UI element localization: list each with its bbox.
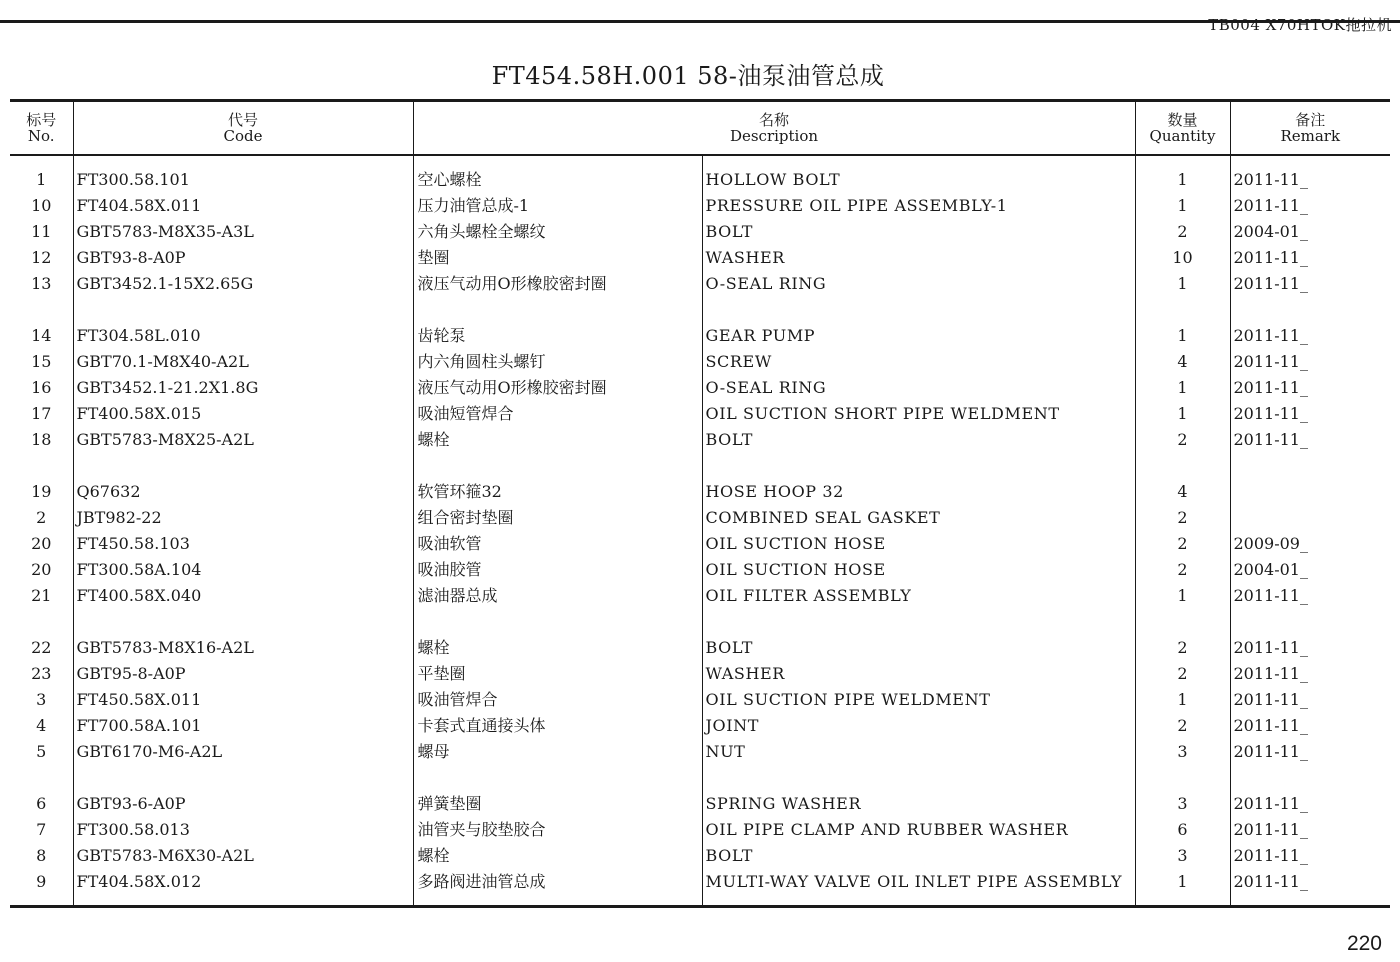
cell-code: FT700.58A.101 xyxy=(73,713,413,739)
cell-name-en: OIL PIPE CLAMP AND RUBBER WASHER xyxy=(702,817,1135,843)
group-spacer xyxy=(10,765,1390,791)
cell-remark: 2011-11_ xyxy=(1230,869,1390,907)
table-row xyxy=(10,661,1390,687)
cell-name-en: OIL SUCTION PIPE WELDMENT xyxy=(702,687,1135,713)
group-spacer xyxy=(10,609,1390,635)
cell-no: 20 xyxy=(31,533,52,553)
cell-no: 8 xyxy=(36,845,47,865)
cell-name-en: OIL SUCTION HOSE xyxy=(702,557,1135,583)
cell-name-en: PRESSURE OIL PIPE ASSEMBLY-1 xyxy=(702,193,1135,219)
cell-no: 18 xyxy=(31,429,52,449)
cell-code: FT300.58.101 xyxy=(73,155,413,193)
group-spacer xyxy=(10,297,1390,323)
cell-name-cn: 滤油器总成 xyxy=(413,583,702,609)
cell-quantity: 1 xyxy=(1135,687,1230,713)
header-rule xyxy=(0,16,1400,34)
cell-name-cn: 螺栓 xyxy=(413,427,702,453)
cell-code: GBT70.1-M8X40-A2L xyxy=(73,349,413,375)
cell-quantity: 1 xyxy=(1135,323,1230,349)
cell-code: GBT93-6-A0P xyxy=(73,791,413,817)
cell-name-en: MULTI-WAY VALVE OIL INLET PIPE ASSEMBLY xyxy=(702,869,1135,907)
column-header-remark xyxy=(1230,101,1390,155)
page-title: FT454.58H.001 58-油泵油管总成 xyxy=(491,62,885,90)
cell-name-en: HOLLOW BOLT xyxy=(702,155,1135,193)
table-row xyxy=(10,843,1390,869)
cell-name-en: OIL FILTER ASSEMBLY xyxy=(702,583,1135,609)
cell-code: GBT95-8-A0P xyxy=(73,661,413,687)
cell-code: FT404.58X.011 xyxy=(73,193,413,219)
table-row xyxy=(10,583,1390,609)
cell-code: GBT5783-M8X35-A3L xyxy=(73,219,413,245)
column-header-description-cn: 名称 xyxy=(758,110,789,129)
cell-no: 9 xyxy=(10,869,73,907)
cell-code: FT304.58L.010 xyxy=(73,323,413,349)
cell-remark: 2011-11_ xyxy=(1230,635,1390,661)
cell-remark xyxy=(1230,505,1390,531)
cell-remark: 2011-11_ xyxy=(1230,349,1390,375)
column-header-code-en: Code xyxy=(223,126,263,145)
cell-no: 16 xyxy=(31,377,52,397)
cell-name-en: JOINT xyxy=(702,713,1135,739)
cell-no: 23 xyxy=(31,663,52,683)
cell-quantity: 2 xyxy=(1135,219,1230,245)
table-row xyxy=(10,713,1390,739)
cell-no: 3 xyxy=(36,689,47,709)
cell-name-en: HOSE HOOP 32 xyxy=(702,479,1135,505)
cell-name-cn: 液压气动用O形橡胶密封圈 xyxy=(413,271,702,297)
cell-remark: 2009-09_ xyxy=(1230,531,1390,557)
cell-remark: 2011-11_ xyxy=(1230,661,1390,687)
cell-name-cn: 齿轮泵 xyxy=(413,323,702,349)
cell-quantity: 4 xyxy=(1135,349,1230,375)
cell-code: FT300.58.013 xyxy=(73,817,413,843)
cell-no: 20 xyxy=(31,559,52,579)
cell-no: 7 xyxy=(36,819,47,839)
cell-name-en: SPRING WASHER xyxy=(702,791,1135,817)
cell-remark: 2011-11_ xyxy=(1230,271,1390,297)
cell-name-cn: 压力油管总成-1 xyxy=(413,193,702,219)
group-spacer xyxy=(10,453,1390,479)
parts-table xyxy=(10,99,1390,908)
table-row xyxy=(10,739,1390,765)
cell-code: GBT3452.1-15X2.65G xyxy=(73,271,413,297)
cell-name-en: WASHER xyxy=(702,245,1135,271)
cell-no: 22 xyxy=(31,637,52,657)
cell-quantity: 3 xyxy=(1135,791,1230,817)
column-header-no xyxy=(10,101,73,155)
table-row xyxy=(10,557,1390,583)
cell-name-en: BOLT xyxy=(702,843,1135,869)
cell-code: FT400.58X.015 xyxy=(73,401,413,427)
cell-name-en: O-SEAL RING xyxy=(702,375,1135,401)
cell-name-en: GEAR PUMP xyxy=(702,323,1135,349)
header-running-title: TB004 X70HTOK拖拉机 xyxy=(1208,16,1392,34)
cell-name-cn: 吸油软管 xyxy=(413,531,702,557)
cell-code: Q67632 xyxy=(73,479,413,505)
cell-no: 6 xyxy=(36,793,47,813)
cell-no: 1 xyxy=(36,169,47,189)
cell-name-cn: 油管夹与胶垫胶合 xyxy=(413,817,702,843)
table-body xyxy=(10,155,1390,907)
cell-remark: 2011-11_ xyxy=(1230,323,1390,349)
table-row xyxy=(10,791,1390,817)
cell-name-cn: 多路阀进油管总成 xyxy=(413,869,702,907)
cell-name-en: BOLT xyxy=(702,427,1135,453)
table-row xyxy=(10,479,1390,505)
cell-name-en: SCREW xyxy=(702,349,1135,375)
cell-no: 17 xyxy=(31,403,52,423)
cell-remark: 2011-11_ xyxy=(1230,401,1390,427)
column-header-code xyxy=(73,101,413,155)
cell-no: 19 xyxy=(31,481,52,501)
cell-no: 2 xyxy=(36,507,47,527)
cell-quantity: 10 xyxy=(1135,245,1230,271)
cell-no: 14 xyxy=(31,325,52,345)
cell-remark: 2004-01_ xyxy=(1230,557,1390,583)
cell-code: GBT5783-M8X16-A2L xyxy=(73,635,413,661)
cell-remark: 2011-11_ xyxy=(1230,375,1390,401)
table-row xyxy=(10,375,1390,401)
cell-quantity: 1 xyxy=(1135,583,1230,609)
cell-name-cn: 吸油胶管 xyxy=(413,557,702,583)
cell-name-cn: 液压气动用O形橡胶密封圈 xyxy=(413,375,702,401)
cell-name-cn: 卡套式直通接头体 xyxy=(413,713,702,739)
cell-name-en: OIL SUCTION SHORT PIPE WELDMENT xyxy=(702,401,1135,427)
cell-code: FT300.58A.104 xyxy=(73,557,413,583)
cell-name-cn: 软管环箍32 xyxy=(413,479,702,505)
cell-name-en: NUT xyxy=(702,739,1135,765)
cell-name-en: COMBINED SEAL GASKET xyxy=(702,505,1135,531)
cell-code: GBT6170-M6-A2L xyxy=(73,739,413,765)
column-header-remark-cn: 备注 xyxy=(1295,110,1326,129)
column-header-no-en: No. xyxy=(27,126,55,145)
column-header-code-cn: 代号 xyxy=(227,110,258,129)
cell-code: GBT93-8-A0P xyxy=(73,245,413,271)
cell-quantity: 1 xyxy=(1135,375,1230,401)
table-row xyxy=(10,193,1390,219)
table-row xyxy=(10,635,1390,661)
cell-code: FT450.58X.011 xyxy=(73,687,413,713)
cell-quantity: 2 xyxy=(1135,635,1230,661)
cell-remark: 2011-11_ xyxy=(1230,427,1390,453)
cell-name-cn: 螺栓 xyxy=(413,635,702,661)
cell-code: FT450.58.103 xyxy=(73,531,413,557)
cell-no: 21 xyxy=(31,585,52,605)
cell-quantity: 2 xyxy=(1135,661,1230,687)
cell-name-cn: 空心螺栓 xyxy=(413,155,702,193)
cell-name-en: WASHER xyxy=(702,661,1135,687)
cell-remark: 2011-11_ xyxy=(1230,245,1390,271)
table-row xyxy=(10,323,1390,349)
cell-quantity: 2 xyxy=(1135,427,1230,453)
cell-no: 4 xyxy=(36,715,47,735)
column-header-quantity-en: Quantity xyxy=(1149,126,1216,145)
cell-remark: 2011-11_ xyxy=(1230,791,1390,817)
cell-remark: 2011-11_ xyxy=(1230,713,1390,739)
cell-quantity: 4 xyxy=(1135,479,1230,505)
table-row xyxy=(10,245,1390,271)
cell-code: GBT3452.1-21.2X1.8G xyxy=(73,375,413,401)
cell-code: FT400.58X.040 xyxy=(73,583,413,609)
table-row xyxy=(10,687,1390,713)
cell-no: 13 xyxy=(31,273,52,293)
cell-name-en: OIL SUCTION HOSE xyxy=(702,531,1135,557)
table-row xyxy=(10,271,1390,297)
cell-quantity: 6 xyxy=(1135,817,1230,843)
cell-quantity: 1 xyxy=(1135,271,1230,297)
table-row xyxy=(10,401,1390,427)
parts-table-container xyxy=(10,99,1390,908)
cell-code: GBT5783-M8X25-A2L xyxy=(73,427,413,453)
cell-remark: 2011-11_ xyxy=(1230,739,1390,765)
cell-name-cn: 六角头螺栓全螺纹 xyxy=(413,219,702,245)
table-row xyxy=(10,531,1390,557)
cell-quantity: 1 xyxy=(1135,193,1230,219)
cell-name-cn: 平垫圈 xyxy=(413,661,702,687)
cell-name-cn: 组合密封垫圈 xyxy=(413,505,702,531)
table-row xyxy=(10,427,1390,453)
cell-remark xyxy=(1230,479,1390,505)
cell-name-cn: 螺母 xyxy=(413,739,702,765)
cell-name-cn: 吸油短管焊合 xyxy=(413,401,702,427)
cell-quantity: 2 xyxy=(1135,557,1230,583)
cell-name-en: O-SEAL RING xyxy=(702,271,1135,297)
cell-no: 10 xyxy=(31,195,52,215)
table-row xyxy=(10,817,1390,843)
cell-remark: 2011-11_ xyxy=(1230,843,1390,869)
column-header-description-en: Description xyxy=(729,126,819,145)
cell-name-en: BOLT xyxy=(702,219,1135,245)
cell-no: 11 xyxy=(31,221,52,241)
cell-code: JBT982-22 xyxy=(73,505,413,531)
cell-remark: 2011-11_ xyxy=(1230,155,1390,193)
cell-remark: 2011-11_ xyxy=(1230,687,1390,713)
table-row xyxy=(10,869,1390,907)
column-header-no-cn: 标号 xyxy=(26,110,57,129)
cell-name-cn: 弹簧垫圈 xyxy=(413,791,702,817)
table-row xyxy=(10,505,1390,531)
column-header-quantity-cn: 数量 xyxy=(1167,110,1198,129)
cell-remark: 2011-11_ xyxy=(1230,193,1390,219)
cell-remark: 2004-01_ xyxy=(1230,219,1390,245)
cell-no: 5 xyxy=(36,741,47,761)
cell-quantity: 2 xyxy=(1135,531,1230,557)
table-row xyxy=(10,155,1390,193)
cell-remark: 2011-11_ xyxy=(1230,583,1390,609)
cell-quantity: 1 xyxy=(1135,869,1230,907)
cell-code: GBT5783-M6X30-A2L xyxy=(73,843,413,869)
cell-name-cn: 吸油管焊合 xyxy=(413,687,702,713)
cell-no: 12 xyxy=(31,247,52,267)
cell-code: FT404.58X.012 xyxy=(73,869,413,907)
cell-name-cn: 内六角圆柱头螺钉 xyxy=(413,349,702,375)
cell-name-cn: 垫圈 xyxy=(413,245,702,271)
cell-name-en: BOLT xyxy=(702,635,1135,661)
cell-no: 15 xyxy=(31,351,52,371)
cell-quantity: 2 xyxy=(1135,713,1230,739)
cell-name-cn: 螺栓 xyxy=(413,843,702,869)
cell-quantity: 3 xyxy=(1135,843,1230,869)
cell-remark: 2011-11_ xyxy=(1230,817,1390,843)
column-header-remark-en: Remark xyxy=(1280,126,1341,145)
column-header-quantity xyxy=(1135,101,1230,155)
page-number: 220 xyxy=(1346,932,1382,955)
cell-quantity: 3 xyxy=(1135,739,1230,765)
cell-quantity: 1 xyxy=(1135,155,1230,193)
table-header xyxy=(10,101,1390,155)
table-row xyxy=(10,349,1390,375)
cell-quantity: 1 xyxy=(1135,401,1230,427)
column-header-description xyxy=(413,101,1135,155)
table-row xyxy=(10,219,1390,245)
cell-quantity: 2 xyxy=(1135,505,1230,531)
